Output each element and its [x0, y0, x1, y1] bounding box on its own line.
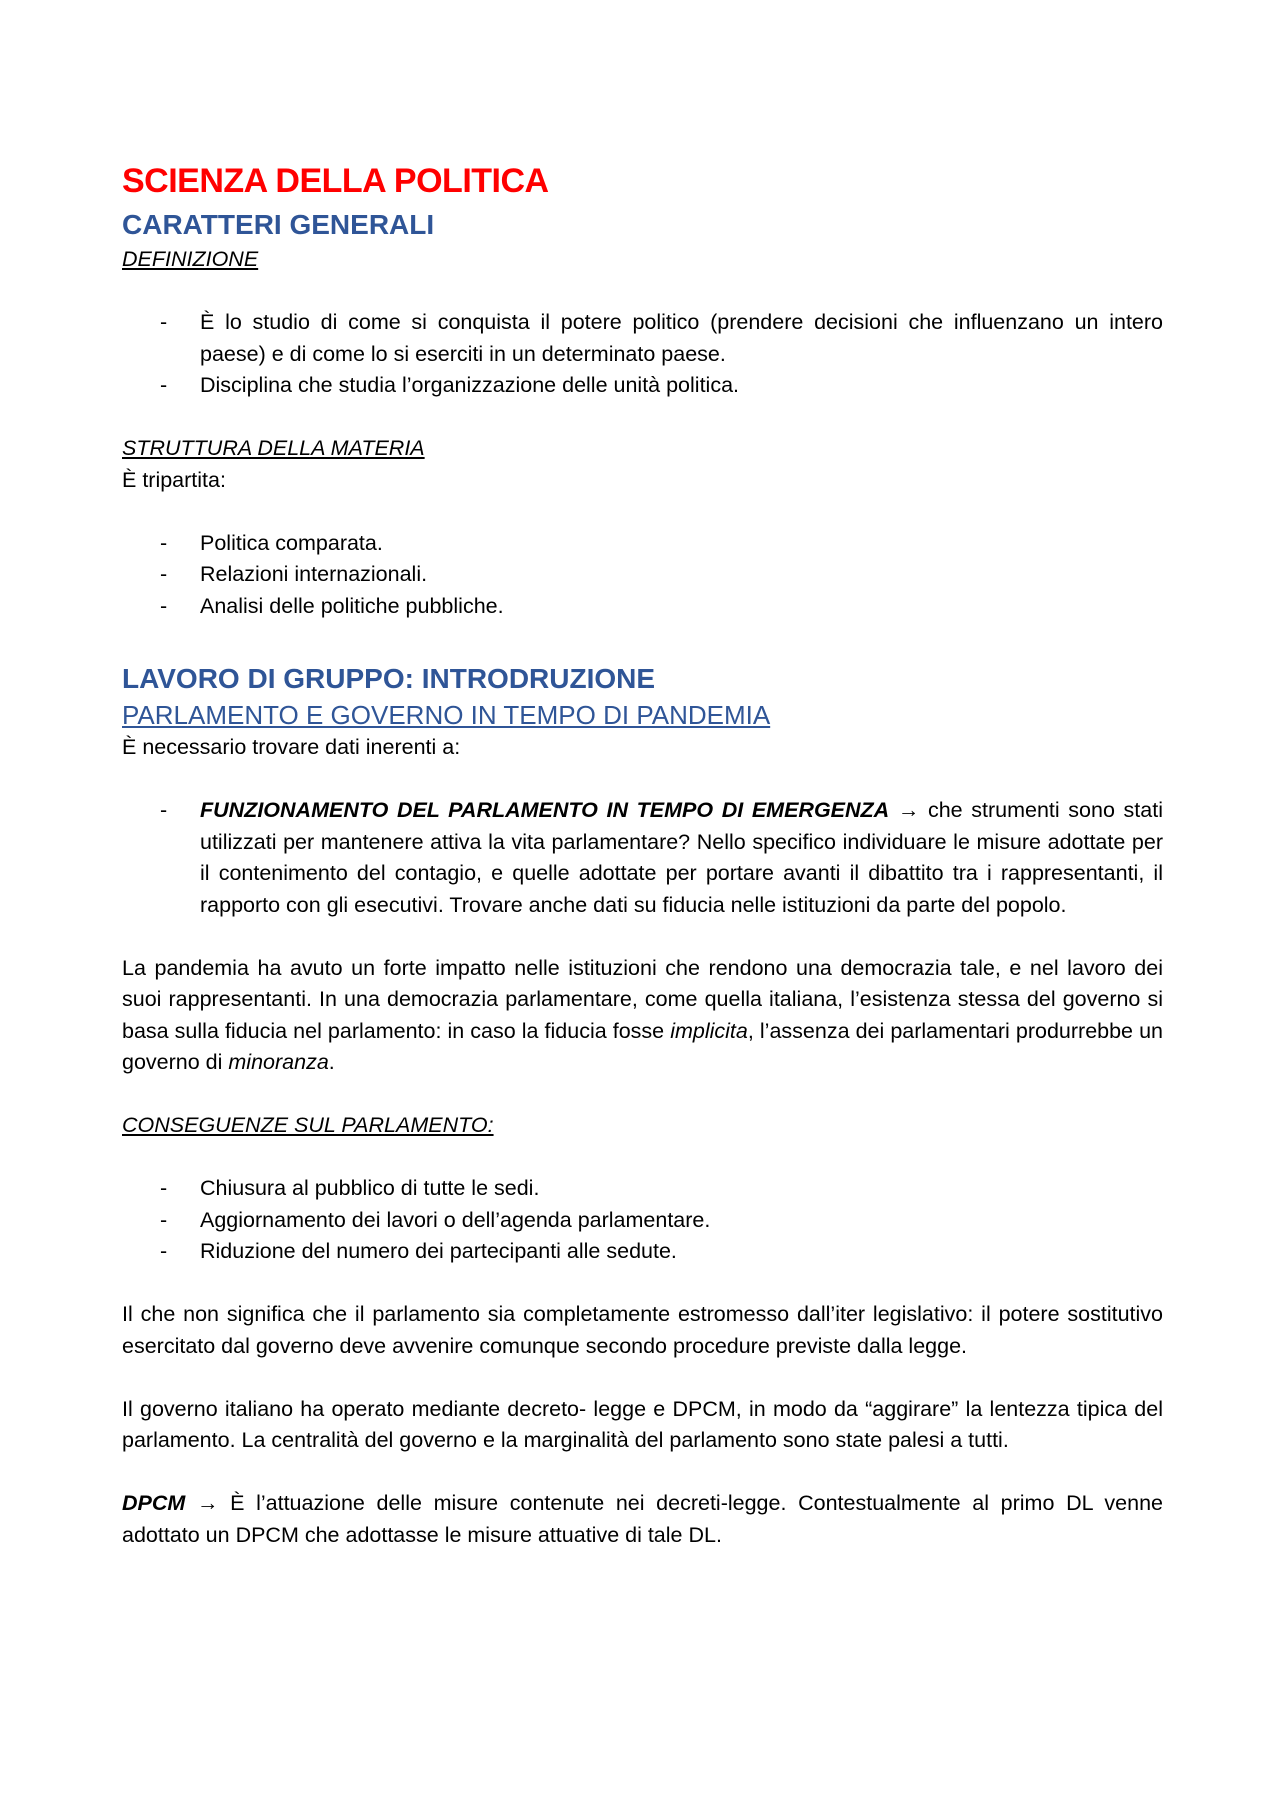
structure-intro: È tripartita:: [122, 467, 226, 492]
document-title: SCIENZA DELLA POLITICA: [122, 162, 549, 200]
list-item: - Chiusura al pubblico di tutte le sedi.: [122, 1173, 1163, 1205]
section-heading-caratteri-generali: CARATTERI GENERALI: [122, 209, 435, 240]
intro-paragraph: È necessario trovare dati inerenti a:: [122, 735, 461, 759]
list-item: - Politica comparata.: [122, 528, 1163, 560]
consequences-label: CONSEGUENZE SUL PARLAMENTO:: [122, 1113, 494, 1137]
list-dash: -: [160, 1239, 168, 1263]
list-dash: -: [160, 798, 168, 822]
government-paragraph: Il governo italiano ha operato mediante decreto- legge e DPCM, in modo da “aggirare” la lentezza tipica del parlamento. La centralità del governo e la marginalità del parlamento sono state palesi a tutti.: [122, 1396, 1163, 1452]
list-item: - È lo studio di come si conquista il potere politico (prendere decisioni che influenzano un intero paese) e di come lo si eserciti in un determinato paese.: [122, 307, 1163, 370]
list-dash: -: [160, 373, 168, 397]
list-item: - Analisi delle politiche pubbliche.: [122, 591, 1163, 623]
requirement-title: FUNZIONAMENTO DEL PARLAMENTO IN TEMPO DI EMERGENZA: [200, 798, 890, 822]
requirement-text: che strumenti sono stati utilizzati per mantenere attiva la vita parlamentare? Nello specifico individuare le misure adottate per il contenimento del contagio, e quelle adottate per portare avanti il dibattito tra i rappresentanti, il rapporto con gli esecutivi. Trovare anche dati su fiducia nelle istituzioni da parte del popolo.: [200, 798, 1163, 917]
list-dash: -: [160, 562, 168, 586]
arrow-icon: →: [196, 1491, 219, 1515]
requirements-list: [122, 795, 1163, 921]
list-dash: -: [160, 593, 168, 618]
structure-list: [122, 528, 1163, 623]
section-subheading-parlamento: PARLAMENTO E GOVERNO IN TEMPO DI PANDEMIA: [122, 700, 771, 730]
list-item: - Riduzione del numero dei partecipanti alle sedute.: [122, 1236, 1163, 1268]
legislative-paragraph: Il che non significa che il parlamento sia completamente estromesso dall’iter legislativo: il potere sostitutivo esercitato dal governo deve avvenire comunque secondo procedure previste dalla legge.: [122, 1302, 1163, 1358]
definition-list: [122, 307, 1163, 402]
list-item: [122, 795, 1163, 921]
pandemic-paragraph: La pandemia ha avuto un forte impatto nelle istituzioni che rendono una democrazia tale, e nel lavoro dei suoi rappresentanti. In una democrazia parlamentare, come quella italiana, l’esistenza stessa del governo si basa sulla fiducia nel parlamento: in caso la fiducia fosse implicita, l’assenza dei parlamentari produrrebbe un governo di minoranza.: [122, 955, 1163, 1074]
dpcm-paragraph: [122, 1488, 1163, 1551]
arrow-icon: →: [897, 798, 920, 822]
list-dash: -: [160, 310, 168, 334]
dpcm-label: DPCM: [122, 1491, 186, 1515]
list-dash: -: [160, 1207, 168, 1232]
list-item: - Disciplina che studia l’organizzazione delle unità politica.: [122, 370, 1163, 402]
section-heading-lavoro-di-gruppo: LAVORO DI GRUPPO: INTRODRUZIONE: [122, 663, 656, 694]
list-item: - Relazioni internazionali.: [122, 559, 1163, 591]
dpcm-text: È l’attuazione delle misure contenute nei decreti-legge. Contestualmente al primo DL venne adottato un DPCM che adottasse le misure attuative di tale DL.: [122, 1491, 1163, 1547]
list-dash: -: [160, 530, 168, 555]
list-item: - Aggiornamento dei lavori o dell’agenda parlamentare.: [122, 1205, 1163, 1237]
list-dash: -: [160, 1176, 168, 1200]
consequences-list: [122, 1173, 1163, 1268]
structure-label: STRUTTURA DELLA MATERIA: [122, 436, 425, 460]
definition-label: DEFINIZIONE: [122, 247, 259, 271]
